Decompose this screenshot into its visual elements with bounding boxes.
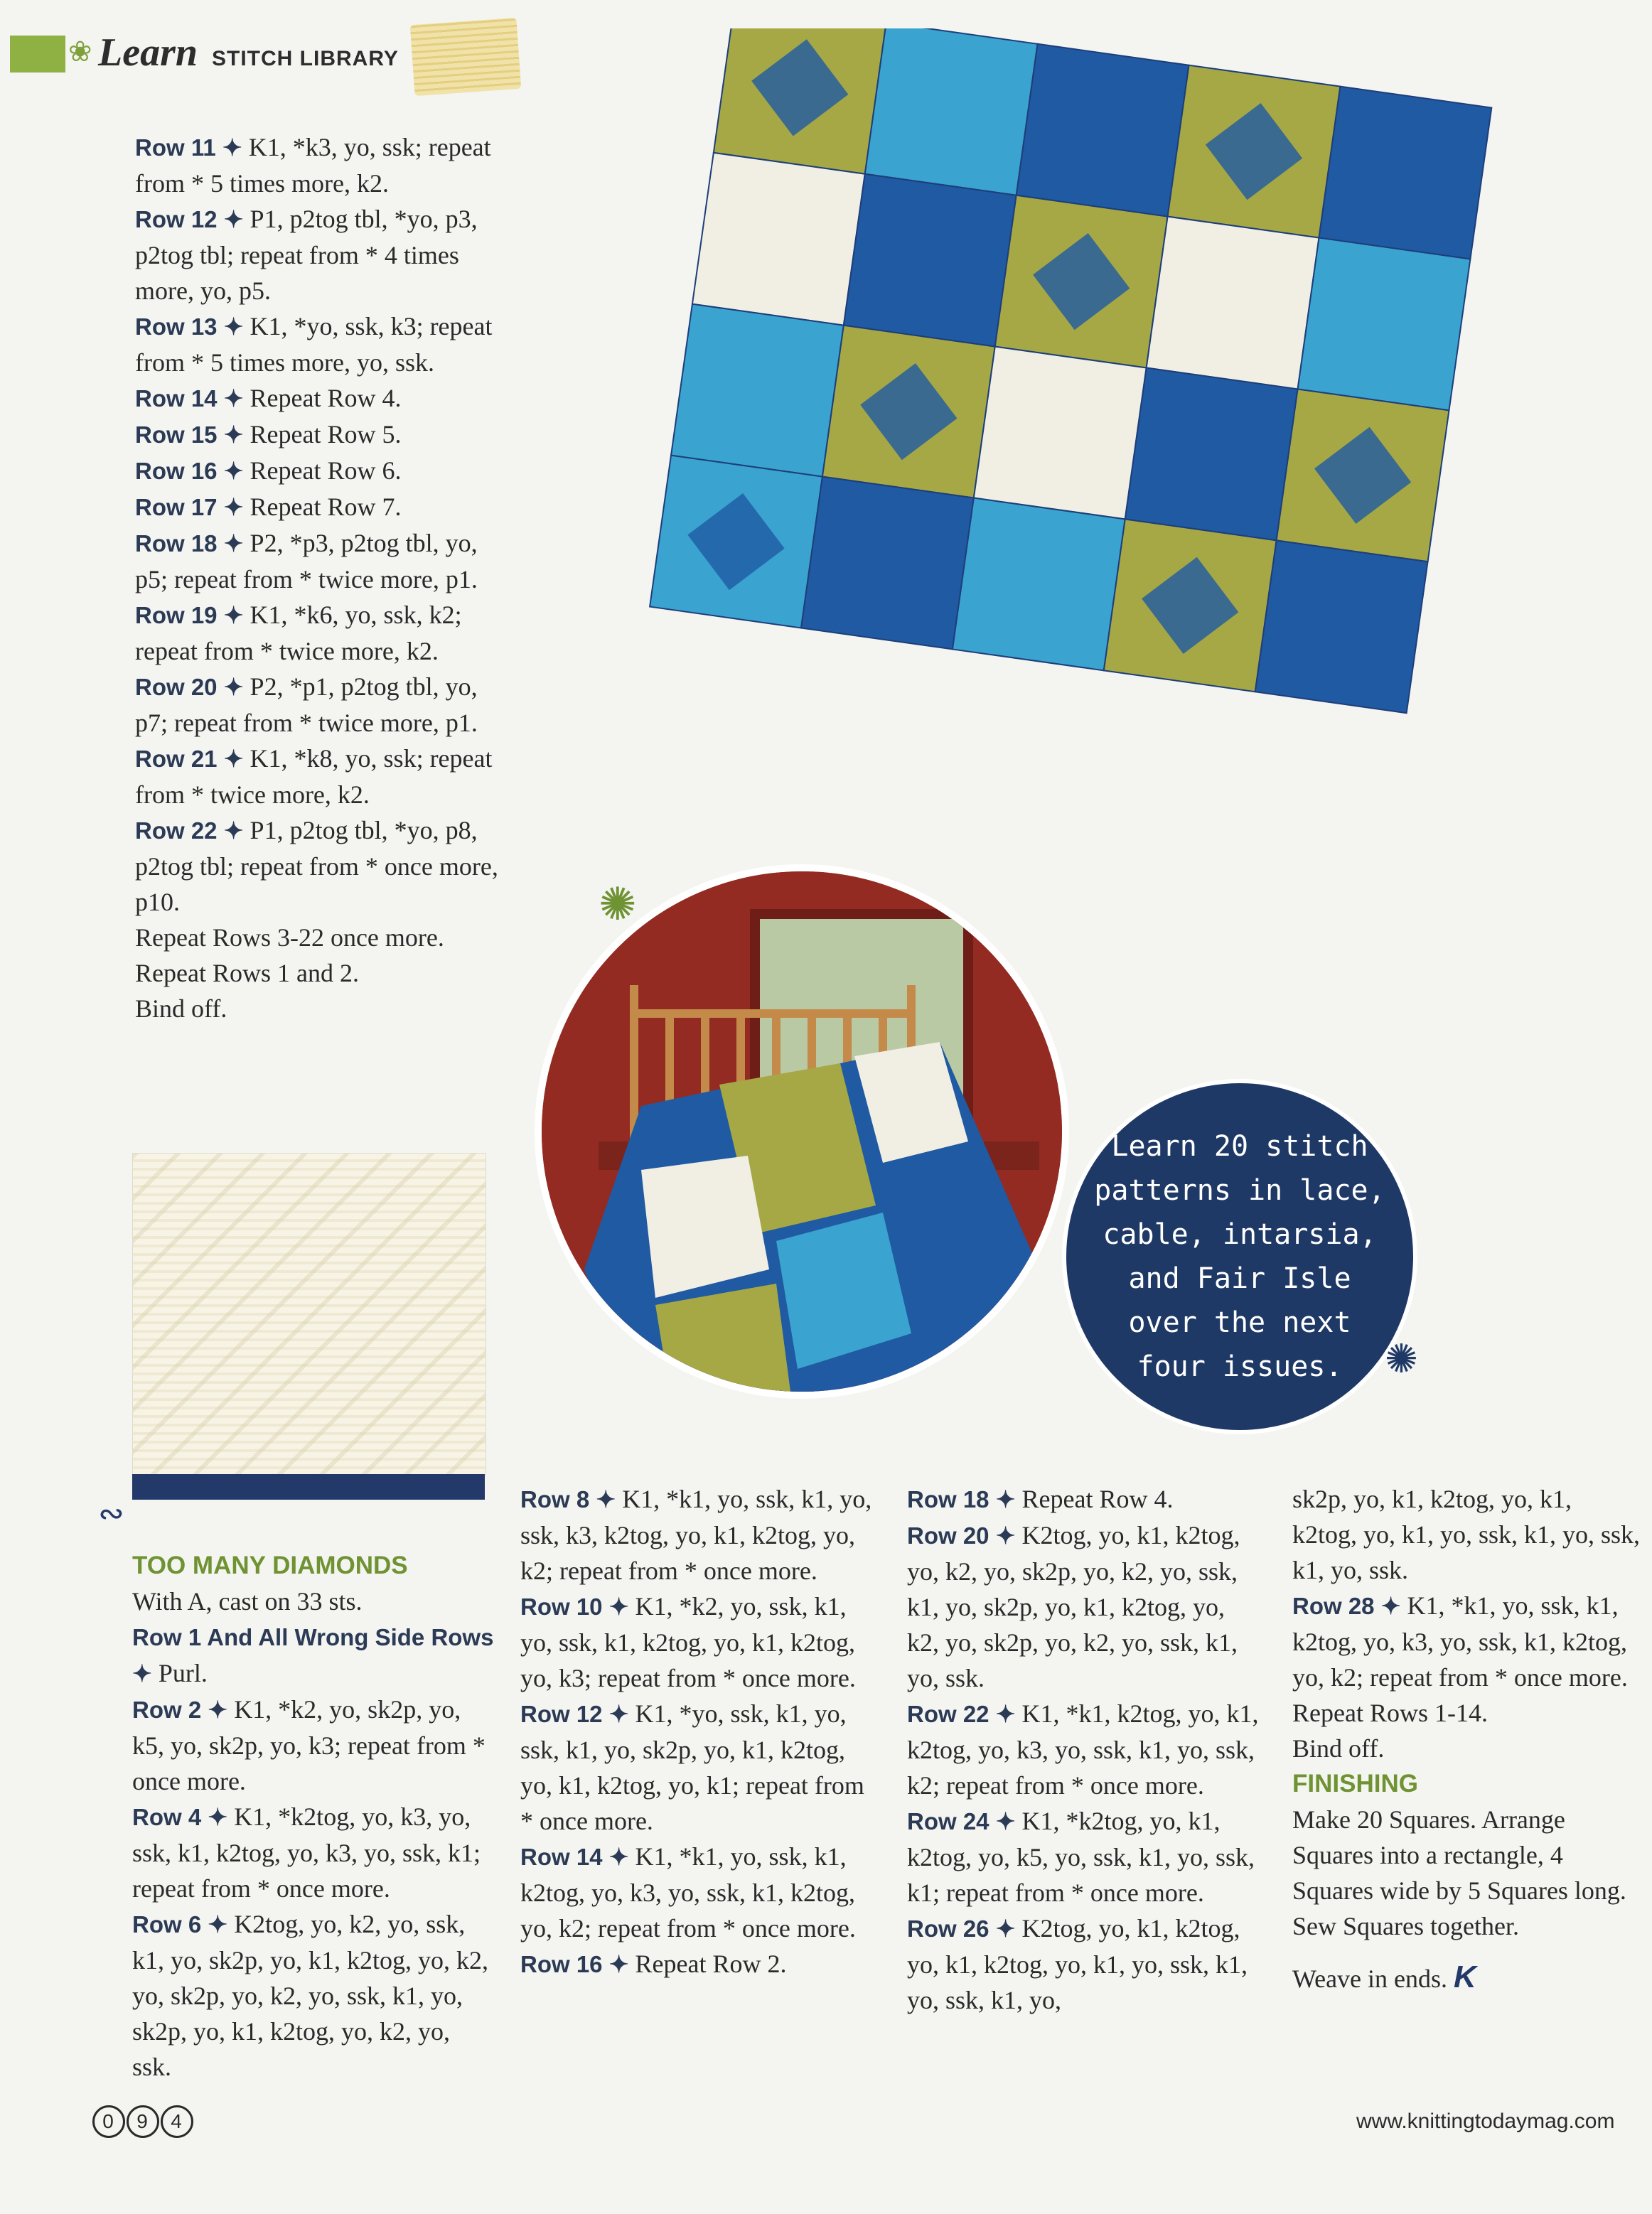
- column-4: [907, 1481, 1262, 2018]
- instruction-row: [907, 1911, 1262, 2018]
- header-color-bar: [10, 36, 65, 72]
- row-text: K1, *k8, yo, ssk; repeat from * twice more, k2.: [135, 744, 493, 809]
- row-label: Row 12: [135, 206, 218, 232]
- diamond-bullet-icon: ✦: [217, 385, 250, 412]
- row-label: Row 14: [135, 385, 218, 412]
- row-text: K1, *k2, yo, ssk, k1, yo, ssk, k1, k2tog, yo, k1, k2tog, yo, k3; repeat from * once more.: [520, 1592, 856, 1692]
- instruction-row: [520, 1589, 876, 1696]
- diamond-bullet-icon: ✦: [217, 206, 250, 232]
- diamond-bullet-icon: ✦: [132, 1660, 159, 1687]
- finishing-title: FINISHING: [1292, 1770, 1418, 1797]
- blanket-photo: [540, 28, 1528, 1009]
- knit-square: [801, 477, 974, 650]
- instruction-row: [135, 417, 505, 453]
- row-text: Repeat Row 4.: [1021, 1485, 1174, 1513]
- row-text: K1, *k2tog, yo, k3, yo, ssk, k1, k2tog, yo, k3, yo, ssk, k1; repeat from * once more.: [132, 1802, 481, 1903]
- callout-text: Learn 20 stitch patterns in lace, cable, intarsia, and Fair Isle over the next four issues.: [1094, 1130, 1385, 1383]
- diamond-bullet-icon: ✦: [602, 1844, 635, 1870]
- diamond-bullet-icon: ✦: [989, 1522, 1022, 1549]
- instruction-row: [135, 201, 505, 308]
- row-label: Row 18: [907, 1486, 989, 1512]
- knit-square: [953, 498, 1125, 671]
- page-digit: 9: [127, 2105, 159, 2138]
- row-label: Row 20: [135, 674, 218, 700]
- row-label: Row 11: [135, 134, 216, 161]
- burst-icon: ✺: [1385, 1336, 1418, 1382]
- row-label: Row 8: [520, 1486, 590, 1512]
- cast-on-text: With A, cast on 33 sts.: [132, 1587, 363, 1616]
- row-text: K2tog, yo, k1, k2tog, yo, k1, k2tog, yo, k1, yo, ssk, k1, yo, ssk, k1, yo,: [907, 1914, 1248, 2014]
- instruction-row: [907, 1696, 1262, 1803]
- row-label: Row 22: [135, 817, 218, 844]
- row-label: Row 15: [135, 421, 218, 448]
- continued-text: sk2p, yo, k1, k2tog, yo, k1, k2tog, yo, k1, yo, ssk, k1, yo, ssk, k1, yo, ssk.: [1292, 1485, 1641, 1584]
- diamond-bullet-icon: ✦: [201, 1697, 235, 1723]
- page-number: [92, 2105, 195, 2138]
- instruction-row: [135, 308, 505, 380]
- knit-square: [1125, 368, 1298, 541]
- instruction-text: Repeat Rows 3-22 once more.: [135, 923, 444, 952]
- knit-square: [844, 174, 1017, 347]
- finishing-text: Make 20 Squares. Arrange Squares into a rectangle, 4 Squares wide by 5 Squares long. Sew Squares together.: [1292, 1805, 1626, 1940]
- weave-text: [1292, 1960, 1641, 1997]
- row-text: K1, *yo, ssk, k3; repeat from * 5 times more, yo, ssk.: [135, 312, 493, 377]
- column-1: [135, 129, 505, 1026]
- row-text: K1, *yo, ssk, k1, yo, ssk, k1, yo, sk2p, yo, k1, k2tog, yo, k1, k2tog, yo, k1; repeat from * once more.: [520, 1699, 864, 1835]
- diamond-bullet-icon: ✦: [201, 1804, 235, 1830]
- row-text: K1, *k6, yo, ssk, k2; repeat from * twice more, k2.: [135, 601, 462, 665]
- diamond-bullet-icon: ✦: [217, 421, 250, 448]
- page-digit: 4: [161, 2105, 193, 2138]
- diamond-bullet-icon: ✦: [602, 1951, 635, 1977]
- diamond-bullet-icon: ✦: [217, 313, 250, 340]
- row-text: Purl.: [158, 1659, 208, 1687]
- row-label: Row 10: [520, 1594, 603, 1620]
- instruction-row: [520, 1481, 876, 1589]
- instruction-row: [907, 1517, 1262, 1696]
- diamond-bullet-icon: ✦: [217, 494, 250, 520]
- instruction-row: [520, 1696, 876, 1839]
- page-digit: 0: [92, 2105, 125, 2138]
- instruction-row: [135, 129, 505, 201]
- knit-square: [692, 153, 865, 326]
- swatch-caption-bar: [132, 1474, 485, 1500]
- column-2: [132, 1548, 495, 2085]
- diamond-bullet-icon: ✦: [215, 134, 249, 161]
- header-learn: Learn: [98, 31, 198, 75]
- row-label: Row 14: [520, 1844, 603, 1870]
- row-text: K1, *k3, yo, ssk; repeat from * 5 times more, k2.: [135, 133, 491, 198]
- knit-square: [1017, 44, 1189, 217]
- row-label: Row 20: [907, 1522, 989, 1549]
- instruction-row: [135, 812, 505, 920]
- row-text: K1, *k2, yo, sk2p, yo, k5, yo, sk2p, yo, k3; repeat from * once more.: [132, 1695, 486, 1795]
- row-label: Row 16: [520, 1951, 603, 1977]
- instruction-row: [907, 1481, 1262, 1517]
- diamond-bullet-icon: ✦: [217, 602, 250, 628]
- instruction-row: [135, 741, 505, 812]
- instruction-row: [520, 1839, 876, 1946]
- row-label: Row 26: [907, 1915, 989, 1942]
- row-label: Row 4: [132, 1804, 202, 1830]
- burst-icon: ✺: [599, 878, 637, 931]
- swirl-icon: ∾: [98, 1495, 124, 1532]
- instruction-row: [907, 1803, 1262, 1911]
- flourish-icon: ❀: [68, 36, 92, 68]
- instruction-text: Repeat Rows 1 and 2.: [135, 959, 359, 987]
- diamond-bullet-icon: ✦: [217, 674, 250, 700]
- bind-off-text: Bind off.: [1292, 1734, 1385, 1763]
- diamond-bullet-icon: ✦: [989, 1915, 1022, 1942]
- instruction-row: [132, 1619, 495, 1692]
- instruction-row: [1292, 1588, 1641, 1695]
- end-mark: K: [1454, 1960, 1476, 1994]
- knit-square: [1319, 87, 1491, 259]
- row-text: P2, *p3, p2tog tbl, yo, p5; repeat from * twice more, p1.: [135, 529, 478, 593]
- row-text: K1, *k2tog, yo, k1, k2tog, yo, k5, yo, ssk, k1, yo, ssk, k1; repeat from * once more.: [907, 1807, 1255, 1907]
- row-text: Repeat Row 4.: [250, 384, 402, 412]
- row-text: Repeat Row 5.: [250, 420, 402, 448]
- row-text: K2tog, yo, k1, k2tog, yo, k2, yo, sk2p, yo, k2, yo, ssk, k1, yo, sk2p, yo, k1, k2tog, yo, k2, yo, sk2p, yo, k2, yo, ssk, k1, yo, ssk.: [907, 1521, 1240, 1692]
- row-label: Row 28: [1292, 1593, 1375, 1619]
- row-text: Repeat Row 6.: [250, 456, 402, 485]
- row-text: Repeat Row 2.: [635, 1950, 787, 1978]
- chair-photo: [535, 864, 1069, 1399]
- row-text: K1, *k1, yo, ssk, k1, k2tog, yo, k3, yo, ssk, k1, k2tog, yo, k2; repeat from * once more.: [1292, 1591, 1628, 1692]
- instruction-row: [132, 1906, 495, 2085]
- weave-label: Weave in ends.: [1292, 1965, 1448, 1993]
- row-text: K2tog, yo, k2, yo, ssk, k1, yo, sk2p, yo, k1, k2tog, yo, k2, yo, sk2p, yo, k2, yo, ssk, k1, yo, sk2p, yo, k1, k2tog, yo, k2, yo, ssk.: [132, 1910, 489, 2081]
- diamond-bullet-icon: ✦: [989, 1808, 1022, 1834]
- instruction-row: [135, 380, 505, 417]
- header-section: STITCH LIBRARY: [212, 47, 399, 70]
- row-label: Row 19: [135, 602, 218, 628]
- row-label: Row 2: [132, 1697, 202, 1723]
- instruction-row: [135, 489, 505, 525]
- header-swatch-image: [410, 18, 522, 96]
- repeat-text: Repeat Rows 1-14.: [1292, 1699, 1488, 1727]
- lace-swatch-photo: [132, 1153, 486, 1476]
- row-text: Repeat Row 7.: [250, 493, 402, 521]
- row-text: P1, p2tog tbl, *yo, p3, p2tog tbl; repeat from * 4 times more, yo, p5.: [135, 205, 478, 305]
- row-text: K1, *k1, k2tog, yo, k1, k2tog, yo, k3, yo, ssk, k1, yo, ssk, k2; repeat from * once more.: [907, 1699, 1259, 1800]
- column-5: [1292, 1481, 1641, 1997]
- instruction-row: [132, 1799, 495, 1906]
- pattern-title: TOO MANY DIAMONDS: [132, 1552, 408, 1579]
- diamond-bullet-icon: ✦: [989, 1486, 1022, 1512]
- diamond-bullet-icon: ✦: [602, 1594, 635, 1620]
- callout-badge: [1062, 1079, 1417, 1434]
- row-label: Row 22: [907, 1701, 989, 1727]
- diamond-bullet-icon: ✦: [989, 1701, 1022, 1727]
- row-text: P2, *p1, p2tog tbl, yo, p7; repeat from * twice more, p1.: [135, 672, 478, 737]
- knit-square: [865, 28, 1038, 195]
- row-label: Row 16: [135, 458, 218, 484]
- diamond-bullet-icon: ✦: [201, 1911, 235, 1938]
- row-label: Row 1 And All Wrong Side Rows: [132, 1624, 494, 1650]
- row-label: Row 21: [135, 746, 218, 772]
- instruction-row: [135, 669, 505, 741]
- row-text: K1, *k1, yo, ssk, k1, yo, ssk, k3, k2tog, yo, k1, k2tog, yo, k2; repeat from * once more.: [520, 1485, 872, 1585]
- knit-square: [1147, 217, 1319, 389]
- diamond-bullet-icon: ✦: [217, 458, 250, 484]
- row-label: Row 13: [135, 313, 218, 340]
- instruction-row: [520, 1946, 876, 1982]
- diamond-bullet-icon: ✦: [589, 1486, 623, 1512]
- website-url: www.knittingtodaymag.com: [1356, 2110, 1615, 2133]
- row-label: Row 6: [132, 1911, 202, 1938]
- diamond-bullet-icon: ✦: [217, 817, 250, 844]
- row-label: Row 12: [520, 1701, 603, 1727]
- column-3: [520, 1481, 876, 1982]
- row-label: Row 24: [907, 1808, 989, 1834]
- knit-square: [671, 304, 844, 477]
- row-label: Row 18: [135, 530, 218, 557]
- knit-square: [974, 347, 1147, 520]
- diamond-bullet-icon: ✦: [1374, 1593, 1407, 1619]
- instruction-row: [135, 453, 505, 489]
- diamond-bullet-icon: ✦: [602, 1701, 635, 1727]
- instruction-row: [132, 1692, 495, 1799]
- instruction-row: [135, 597, 505, 669]
- row-text: P1, p2tog tbl, *yo, p8, p2tog tbl; repeat from * once more, p10.: [135, 816, 498, 916]
- knit-square: [1298, 238, 1471, 411]
- diamond-bullet-icon: ✦: [217, 746, 250, 772]
- knit-square: [1255, 540, 1428, 713]
- diamond-bullet-icon: ✦: [217, 530, 250, 557]
- instruction-row: [135, 525, 505, 597]
- instruction-text: Bind off.: [135, 994, 227, 1023]
- row-label: Row 17: [135, 494, 218, 520]
- row-text: K1, *k1, yo, ssk, k1, k2tog, yo, k3, yo, ssk, k1, k2tog, yo, k2; repeat from * once more.: [520, 1842, 856, 1942]
